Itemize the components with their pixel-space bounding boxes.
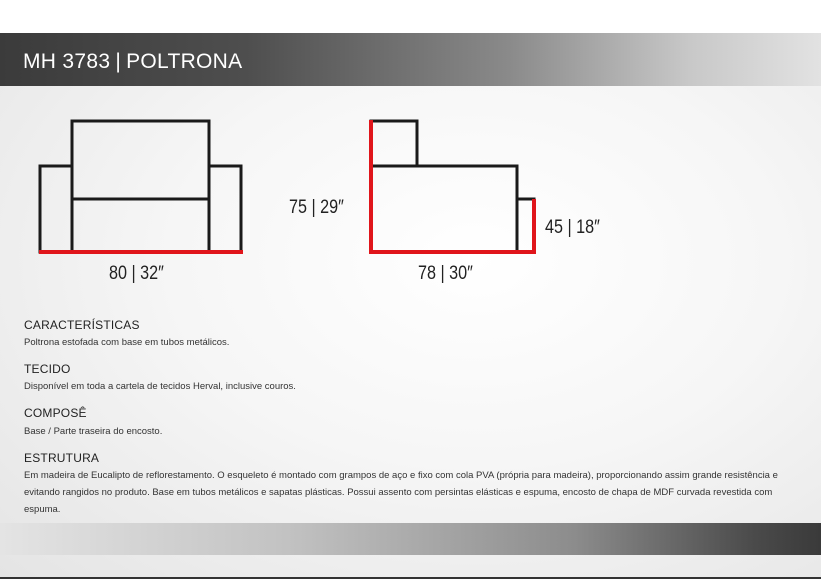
section-title-estrutura: ESTRUTURA bbox=[24, 451, 100, 465]
section-title-caracteristicas: CARACTERÍSTICAS bbox=[24, 318, 140, 332]
section-title-tecido: TECIDO bbox=[24, 362, 71, 376]
footer-band bbox=[0, 523, 821, 555]
section-title-compose: COMPOSÊ bbox=[24, 406, 87, 420]
side-view-drawing bbox=[369, 120, 536, 253]
side-seat-front bbox=[517, 199, 534, 252]
front-view-drawing bbox=[39, 121, 243, 252]
section-body-tecido: Disponível em toda a cartela de tecidos Herval, inclusive couros. bbox=[24, 381, 296, 392]
depth-dimension: 78 | 30″ bbox=[418, 263, 473, 284]
width-dimension: 80 | 32″ bbox=[109, 263, 164, 284]
product-code: MH 3783 bbox=[23, 50, 111, 73]
front-left-arm bbox=[40, 166, 72, 252]
product-name: POLTRONA bbox=[126, 50, 243, 73]
front-seat bbox=[72, 199, 209, 252]
section-body-caracteristicas: Poltrona estofada com base em tubos metálicos. bbox=[24, 337, 230, 348]
side-backrest bbox=[371, 121, 417, 166]
height-dimension: 75 | 29″ bbox=[289, 197, 344, 218]
side-body bbox=[371, 166, 517, 252]
front-backrest bbox=[72, 121, 209, 199]
section-body-estrutura: Em madeira de Eucalipto de reflorestamento. O esqueleto é montado com grampos de aço e fixo com cola PVA (própria para madeira), proporcionando assim grande resistência e evitando rangidos no produto. Base em tubos metálicos e sapatas plásticas. Possui assento com persintas elásticas e espuma, encosto de chapa de MDF curvada revestida com espuma. bbox=[24, 470, 778, 515]
title-separator: | bbox=[115, 50, 122, 73]
seat-height-dimension: 45 | 18″ bbox=[545, 217, 600, 238]
section-body-compose: Base / Parte traseira do encosto. bbox=[24, 426, 163, 437]
front-right-arm bbox=[209, 166, 241, 252]
